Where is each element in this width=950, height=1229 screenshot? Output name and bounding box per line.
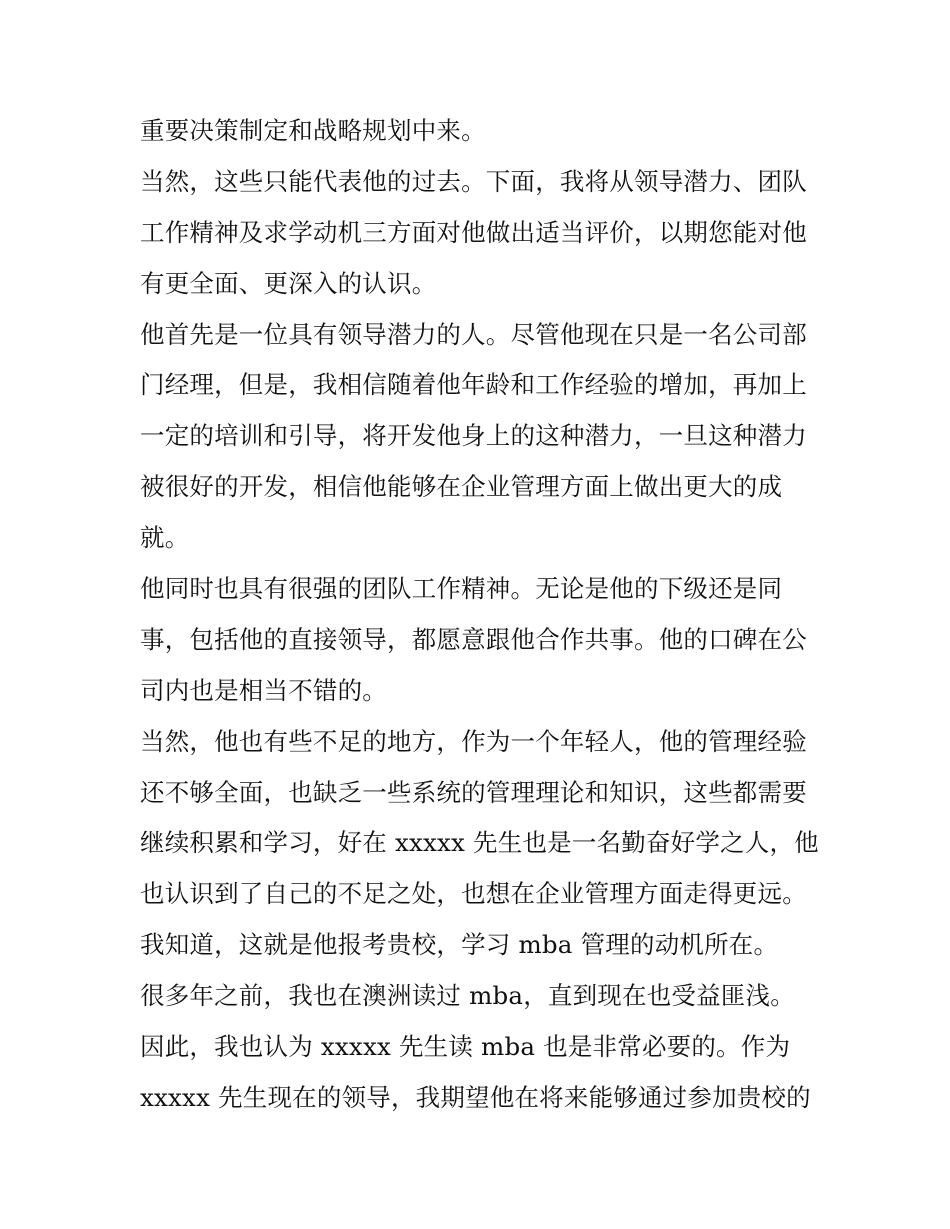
text-line: 还不够全面，也缺乏一些系统的管理理论和知识，这些都需要	[140, 777, 807, 807]
text-line: 有更全面、更深入的认识。	[140, 268, 437, 298]
text-line: 他首先是一位具有领导潜力的人。尽管他现在只是一名公司部	[140, 319, 807, 349]
text-line: 事，包括他的直接领导，都愿意跟他合作共事。他的口碑在公	[140, 624, 807, 654]
text-line: xxxxx 先生现在的领导，我期望他在将来能够通过参加贵校的	[140, 1082, 811, 1112]
text-line: 当然，他也有些不足的地方，作为一个年轻人，他的管理经验	[140, 726, 807, 756]
text-line: 也认识到了自己的不足之处，也想在企业管理方面走得更远。	[140, 879, 807, 909]
text-line: 就。	[140, 523, 190, 553]
text-line: 很多年之前，我也在澳洲读过 mba，直到现在也受益匪浅。	[140, 981, 795, 1011]
text-line: 被很好的开发，相信他能够在企业管理方面上做出更大的成	[140, 472, 783, 502]
text-line: 司内也是相当不错的。	[140, 675, 387, 705]
text-line: 门经理，但是，我相信随着他年龄和工作经验的增加，再加上	[140, 370, 807, 400]
document-body	[140, 106, 830, 1124]
text-line: 工作精神及求学动机三方面对他做出适当评价，以期您能对他	[140, 217, 807, 247]
text-line: 我知道，这就是他报考贵校，学习 mba 管理的动机所在。	[140, 930, 779, 960]
text-line: 继续积累和学习，好在 xxxxx 先生也是一名勤奋好学之人，他	[140, 828, 819, 858]
text-line: 重要决策制定和战略规划中来。	[140, 116, 486, 145]
text-line: 当然，这些只能代表他的过去。下面，我将从领导潜力、团队	[140, 166, 807, 196]
text-line: 一定的培训和引导，将开发他身上的这种潜力，一旦这种潜力	[140, 421, 807, 451]
text-line: 因此，我也认为 xxxxx 先生读 mba 也是非常必要的。作为	[140, 1032, 791, 1062]
text-line: 他同时也具有很强的团队工作精神。无论是他的下级还是同	[140, 574, 783, 604]
